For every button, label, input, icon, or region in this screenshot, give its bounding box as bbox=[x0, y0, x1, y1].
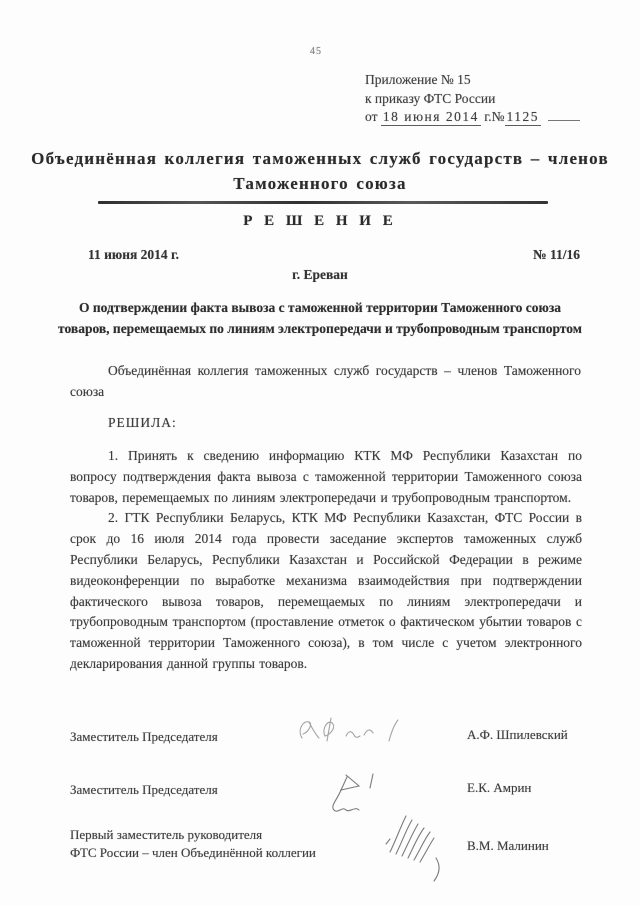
appendix-number-underlined: 1125 bbox=[506, 109, 540, 124]
organization-title: Объединённая коллегия таможенных служб государств – членов Таможенного союза bbox=[31, 149, 609, 193]
appendix-line-1: Приложение № 15 bbox=[365, 72, 471, 87]
preamble-paragraph: Объединённая коллегия таможенных служб государств – членов Таможенного союза bbox=[70, 363, 581, 399]
appendix-date-underlined: 18 июня 2014 bbox=[382, 109, 479, 124]
underline-extension bbox=[548, 108, 580, 121]
signature-2-mark bbox=[328, 769, 390, 826]
signature-3-name: В.М. Малинин bbox=[467, 838, 549, 853]
appendix-line-2: к приказу ФТС России bbox=[365, 90, 496, 106]
signature-3-title-line-2: ФТС России – член Объединённой коллегии bbox=[70, 844, 316, 860]
document-type-heading: Р Е Ш Е Н И Е bbox=[243, 213, 397, 229]
decision-number: № 11/16 bbox=[533, 247, 580, 262]
signature-3-title bbox=[70, 826, 316, 861]
signature-3-mark bbox=[382, 808, 446, 889]
decision-date: 11 июня 2014 г. bbox=[88, 247, 180, 262]
resolution-body bbox=[70, 446, 582, 675]
signature-3-title-line-1: Первый заместитель руководителя bbox=[70, 827, 263, 842]
resolution-paragraph-1: 1. Принять к сведению информацию КТК МФ Республики Казахстан по вопросу подтверждения факта вывоза с таможенной территории Таможенного союза товаров, перемещаемых по линиям электропередачи и трубопроводным транспортом. bbox=[70, 448, 582, 505]
page-number: 45 bbox=[310, 46, 322, 57]
appendix-from-prefix: от bbox=[365, 109, 378, 124]
resolution-paragraph-2: 2. ГТК Республики Беларусь, КТК МФ Республики Казахстан, ФТС России в срок до 16 июля 2014 года провести заседание экспертов таможенных служб Республики Беларусь, Республики Казахстан и Российской Федерации в режиме видеоконференции по выработке механизма взаимодействия при подтверждении фактического вывоза товаров, перемещаемых по линиям электропередачи и трубопроводным транспортом (проставление отметок о фактическом убытии товаров с таможенной территории Таможенного союза), в том числе с учетом электронного декларирования данной группы товаров. bbox=[70, 510, 582, 671]
signature-1-mark bbox=[292, 712, 407, 753]
appendix-number-sign: № bbox=[491, 109, 505, 124]
title-divider-rule bbox=[98, 201, 548, 204]
signature-1-name: А.Ф. Шпилевский bbox=[467, 727, 568, 742]
appendix-year-suffix: г. bbox=[484, 109, 492, 124]
subject-heading: О подтверждении факта вывоза с таможенной территории Таможенного союза товаров, перемещаемых по линиям электропередачи и трубопроводным транспортом bbox=[58, 300, 582, 336]
appendix-note bbox=[365, 71, 580, 127]
signature-2-name: Е.К. Амрин bbox=[467, 780, 532, 795]
appendix-line-3 bbox=[365, 108, 580, 127]
signature-2-title: Заместитель Председателя bbox=[70, 782, 218, 797]
decision-city: г. Ереван bbox=[292, 267, 348, 282]
signature-1-title: Заместитель Председателя bbox=[70, 729, 218, 744]
resolution-label: РЕШИЛА: bbox=[108, 415, 177, 430]
